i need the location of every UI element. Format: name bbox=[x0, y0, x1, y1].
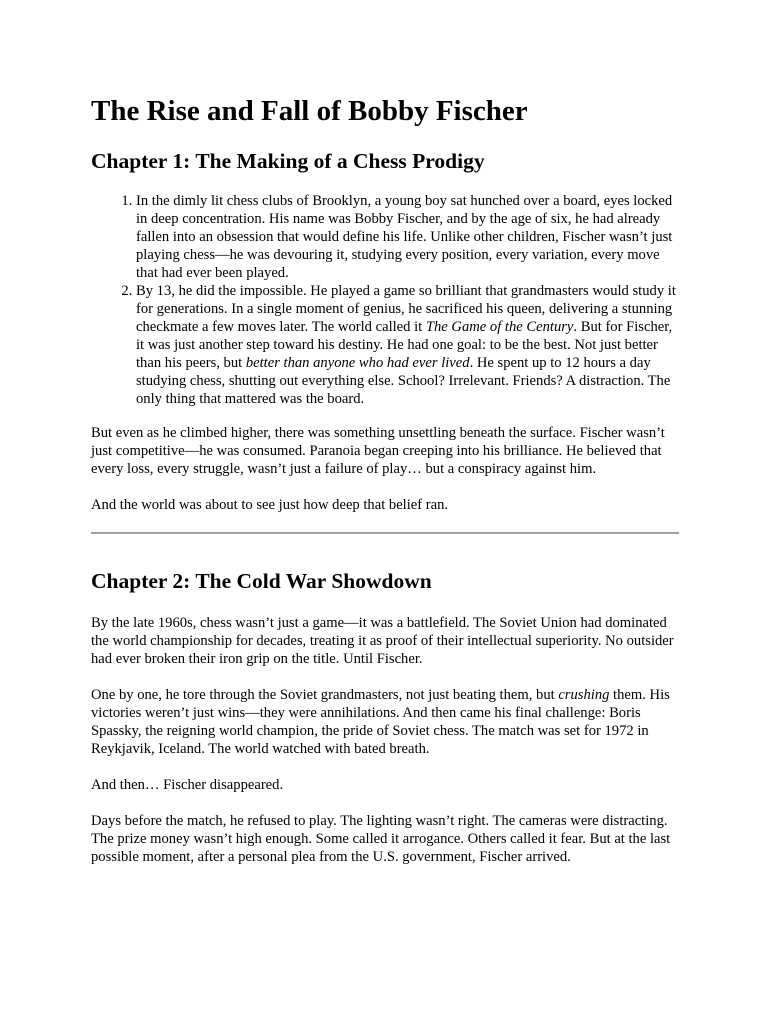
chapter-1-list bbox=[91, 192, 679, 408]
paragraph: By the late 1960s, chess wasn’t just a game—it was a battlefield. The Soviet Union had dominated the world championship for decades, treating it as proof of their intellectual superiority. No outsider had ever broken their iron grip on the title. Until Fischer. bbox=[91, 615, 674, 667]
list-item-text: . He spent up to 12 hours a day studying chess, shutting out everything else. School? Irrelevant. Friends? A distraction. The only thing that mattered was the board. bbox=[136, 355, 671, 407]
chapter-1-heading: Chapter 1: The Making of a Chess Prodigy bbox=[91, 149, 485, 173]
paragraph: Days before the match, he refused to play. The lighting wasn’t right. The cameras were distracting. The prize money wasn’t high enough. Some called it arrogance. Others called it fear. But at the last possible moment, after a personal plea from the U.S. government, Fischer arrived. bbox=[91, 813, 671, 865]
list-item-text: . But for Fischer, it was just another step toward his destiny. He had one goal: to be the best. Not just better than his peers, but bbox=[136, 319, 673, 371]
list-item-text: By 13, he did the impossible. He played a game so brilliant that grandmasters would study it for generations. In a single moment of genius, he sacrificed his queen, delivering a stunning checkmate a few moves later. The world called it bbox=[136, 283, 676, 335]
chapter-2-heading: Chapter 2: The Cold War Showdown bbox=[91, 569, 432, 593]
document-page bbox=[91, 92, 679, 866]
list-item-text: In the dimly lit chess clubs of Brooklyn, a young boy sat hunched over a board, eyes locked in deep concentration. His name was Bobby Fischer, and by the age of six, he had already fallen into an obsession that would define his life. Unlike other children, Fischer wasn’t just playing chess—he was devouring it, studying every position, every variation, every move that had ever been played. bbox=[136, 193, 673, 281]
document-title: The Rise and Fall of Bobby Fischer bbox=[91, 95, 528, 127]
list-item bbox=[136, 192, 679, 282]
list-item bbox=[136, 282, 679, 408]
paragraph bbox=[91, 686, 679, 758]
paragraph-text: One by one, he tore through the Soviet grandmasters, not just beating them, but bbox=[91, 687, 559, 703]
paragraph: And then… Fischer disappeared. bbox=[91, 777, 284, 793]
section-divider bbox=[91, 532, 679, 534]
paragraph: But even as he climbed higher, there was something unsettling beneath the surface. Fischer wasn’t just competitive—he was consumed. Paranoia began creeping into his brilliance. He believed that every loss, every struggle, wasn’t just a failure of play… but a conspiracy against him. bbox=[91, 425, 665, 477]
emphasis-text: better than anyone who had ever lived bbox=[245, 355, 470, 371]
emphasis-text: The Game of the Century bbox=[425, 319, 574, 335]
emphasis-text: crushing bbox=[558, 687, 610, 703]
paragraph: And the world was about to see just how deep that belief ran. bbox=[91, 497, 449, 513]
paragraph-text: them. His victories weren’t just wins—they were annihilations. And then came his final challenge: Boris Spassky, the reigning world champion, the pride of Soviet chess. The match was set for 1972 in Reykjavik, Iceland. The world watched with bated breath. bbox=[91, 687, 670, 757]
